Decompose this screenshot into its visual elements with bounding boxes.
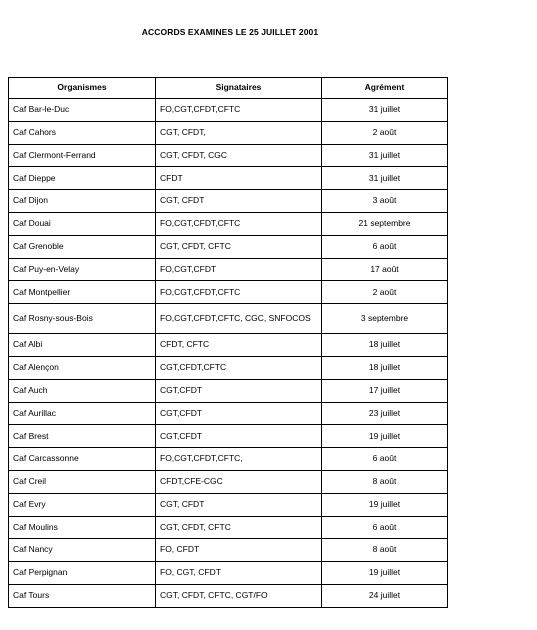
table-row — [9, 539, 448, 562]
organisme-cell: Caf Alençon — [9, 356, 156, 379]
table-header-row — [9, 78, 448, 99]
organisme-cell: Caf Tours — [9, 584, 156, 607]
signataires-cell: CGT, CFDT, CFTC — [156, 235, 322, 258]
document-title: ACCORDS EXAMINES LE 25 JUILLET 2001 — [141, 27, 319, 37]
table-row — [9, 562, 448, 585]
agrement-cell: 23 juillet — [322, 402, 448, 425]
table-row — [9, 235, 448, 258]
signataires-cell: FO,CGT,CFDT — [156, 258, 322, 281]
table-row — [9, 144, 448, 167]
table-row — [9, 121, 448, 144]
table-row — [9, 258, 448, 281]
signataires-cell: CFDT, CFTC — [156, 334, 322, 357]
agrement-cell: 3 septembre — [322, 304, 448, 334]
organisme-cell: Caf Aurillac — [9, 402, 156, 425]
table-row — [9, 190, 448, 213]
agrement-cell: 2 août — [322, 281, 448, 304]
agrement-cell: 2 août — [322, 121, 448, 144]
table-row — [9, 212, 448, 235]
agrement-cell: 8 août — [322, 470, 448, 493]
table-row — [9, 167, 448, 190]
agrement-cell: 6 août — [322, 235, 448, 258]
signataires-cell: CGT, CFDT — [156, 493, 322, 516]
table-row — [9, 356, 448, 379]
signataires-cell: CGT, CFDT, CFTC, CGT/FO — [156, 584, 322, 607]
agrement-cell: 8 août — [322, 539, 448, 562]
signataires-cell: FO, CFDT — [156, 539, 322, 562]
organisme-cell: Caf Evry — [9, 493, 156, 516]
table-row — [9, 99, 448, 122]
agrement-cell: 21 septembre — [322, 212, 448, 235]
signataires-cell: CGT,CFDT,CFTC — [156, 356, 322, 379]
organisme-cell: Caf Grenoble — [9, 235, 156, 258]
table-row — [9, 304, 448, 334]
signataires-cell: CGT, CFDT — [156, 190, 322, 213]
signataires-cell: CFDT,CFE-CGC — [156, 470, 322, 493]
agrement-cell: 31 juillet — [322, 167, 448, 190]
signataires-cell: CGT, CFDT, CGC — [156, 144, 322, 167]
signataires-cell: FO, CGT, CFDT — [156, 562, 322, 585]
organisme-cell: Caf Douai — [9, 212, 156, 235]
agrement-cell: 6 août — [322, 448, 448, 471]
organisme-cell: Caf Montpellier — [9, 281, 156, 304]
organisme-cell: Caf Carcassonne — [9, 448, 156, 471]
agrement-cell: 6 août — [322, 516, 448, 539]
agrement-cell: 31 juillet — [322, 99, 448, 122]
table-row — [9, 281, 448, 304]
signataires-cell: FO,CGT,CFDT,CFTC, CGC, SNFOCOS — [156, 304, 322, 334]
signataires-cell: FO,CGT,CFDT,CFTC — [156, 212, 322, 235]
table-row — [9, 334, 448, 357]
signataires-cell: CGT, CFDT, CFTC — [156, 516, 322, 539]
table-row — [9, 584, 448, 607]
signataires-cell: FO,CGT,CFDT,CFTC — [156, 281, 322, 304]
organisme-cell: Caf Puy-en-Velay — [9, 258, 156, 281]
organisme-cell: Caf Auch — [9, 379, 156, 402]
table-row — [9, 493, 448, 516]
table-row — [9, 379, 448, 402]
table-body — [9, 99, 448, 608]
organisme-cell: Caf Perpignan — [9, 562, 156, 585]
table-row — [9, 425, 448, 448]
organisme-cell: Caf Brest — [9, 425, 156, 448]
organisme-cell: Caf Bar-le-Duc — [9, 99, 156, 122]
agrement-cell: 24 juillet — [322, 584, 448, 607]
table-row — [9, 516, 448, 539]
table-row — [9, 402, 448, 425]
organisme-cell: Caf Cahors — [9, 121, 156, 144]
agrement-cell: 17 août — [322, 258, 448, 281]
signataires-cell: FO,CGT,CFDT,CFTC, — [156, 448, 322, 471]
agrement-cell: 3 août — [322, 190, 448, 213]
organisme-cell: Caf Moulins — [9, 516, 156, 539]
header-agrement: Agrément — [322, 78, 448, 99]
organisme-cell: Caf Dijon — [9, 190, 156, 213]
organisme-cell: Caf Nancy — [9, 539, 156, 562]
agrement-cell: 19 juillet — [322, 562, 448, 585]
organisme-cell: Caf Dieppe — [9, 167, 156, 190]
signataires-cell: CGT, CFDT, — [156, 121, 322, 144]
agrement-cell: 19 juillet — [322, 493, 448, 516]
table-row — [9, 470, 448, 493]
agrement-cell: 31 juillet — [322, 144, 448, 167]
agrement-cell: 19 juillet — [322, 425, 448, 448]
accords-table — [8, 77, 448, 608]
table-row — [9, 448, 448, 471]
organisme-cell: Caf Creil — [9, 470, 156, 493]
agrement-cell: 18 juillet — [322, 356, 448, 379]
header-signataires: Signataires — [156, 78, 322, 99]
agrement-cell: 17 juillet — [322, 379, 448, 402]
organisme-cell: Caf Rosny-sous-Bois — [9, 304, 156, 334]
signataires-cell: CGT,CFDT — [156, 402, 322, 425]
header-organismes: Organismes — [9, 78, 156, 99]
signataires-cell: CGT,CFDT — [156, 379, 322, 402]
signataires-cell: FO,CGT,CFDT,CFTC — [156, 99, 322, 122]
signataires-cell: CGT,CFDT — [156, 425, 322, 448]
agrement-cell: 18 juillet — [322, 334, 448, 357]
signataires-cell: CFDT — [156, 167, 322, 190]
organisme-cell: Caf Albi — [9, 334, 156, 357]
organisme-cell: Caf Clermont-Ferrand — [9, 144, 156, 167]
